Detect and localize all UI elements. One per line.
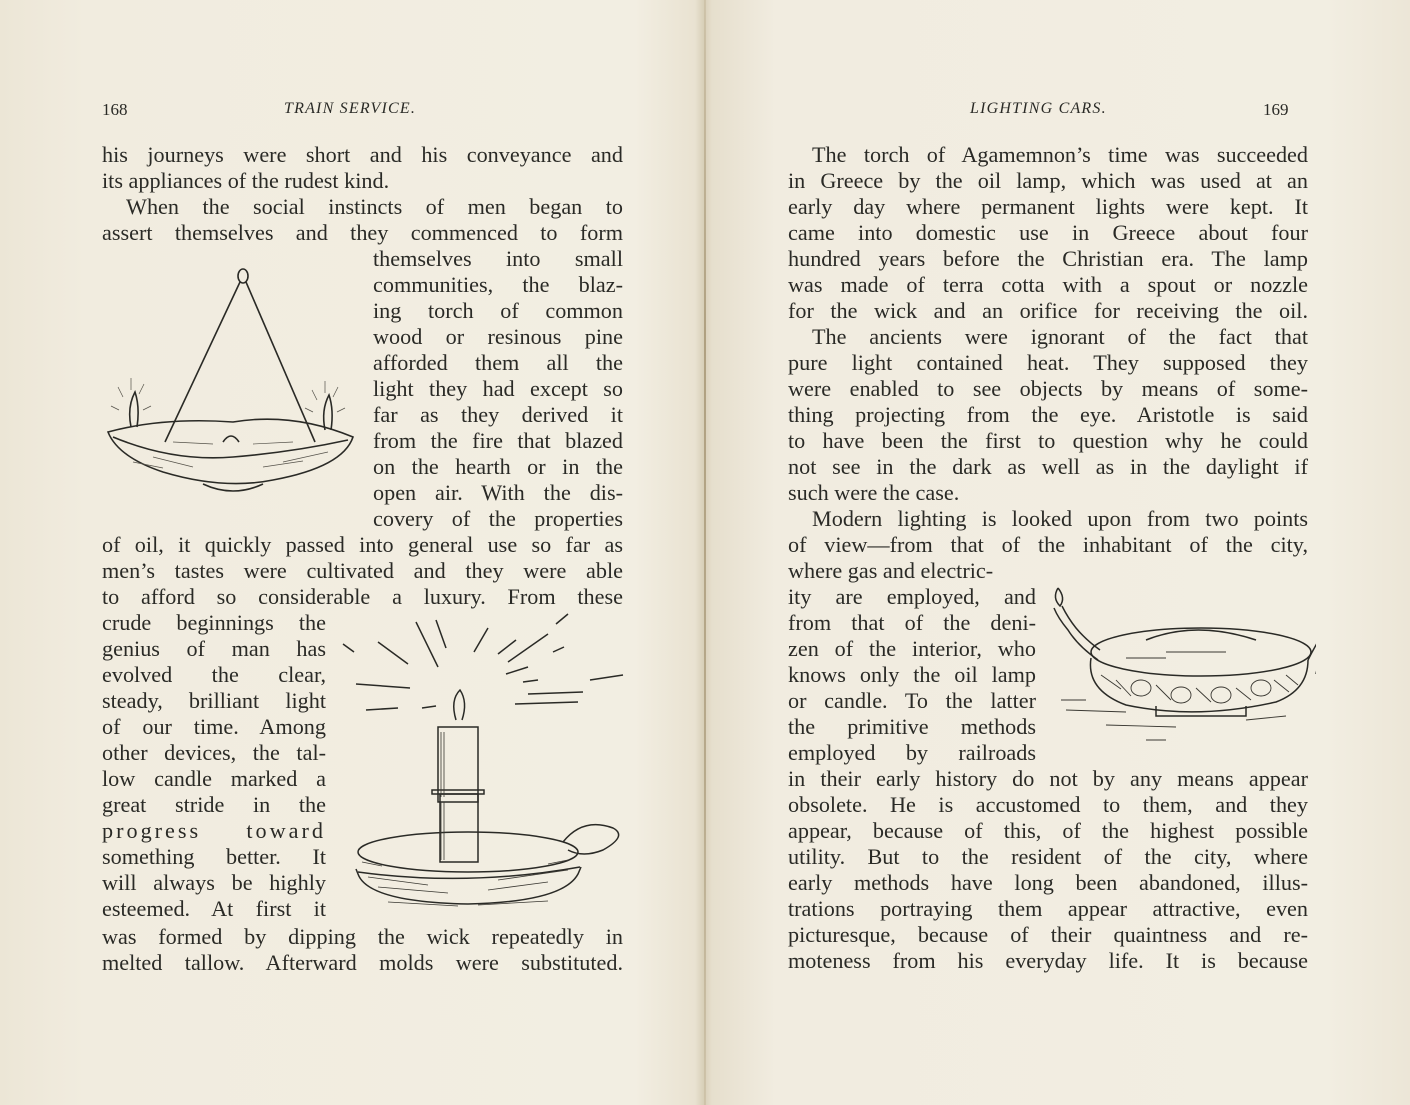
text-line: The ancients were ignorant of the fact that <box>812 324 1308 349</box>
text-line: wood or resinous pine <box>373 324 623 349</box>
paragraph-block <box>102 610 326 922</box>
text-line: obsolete. He is accustomed to them, and they <box>788 792 1308 817</box>
text-line: from the fire that blazed <box>373 428 623 453</box>
text-line: such were the case. <box>788 480 960 505</box>
text-line: knows only the oil lamp <box>788 662 1036 687</box>
text-line: not see in the dark as well as in the daylight if <box>788 454 1308 479</box>
paragraph-block <box>102 924 623 976</box>
text-line: genius of man has <box>102 636 326 661</box>
text-line: The torch of Agamemnon’s time was succeeded <box>812 142 1308 167</box>
page-number: 169 <box>1263 100 1289 119</box>
text-line: was formed by dipping the wick repeatedly in <box>102 924 623 949</box>
text-line: afforded them all the <box>373 350 623 375</box>
text-line: melted tallow. Afterward molds were substituted. <box>102 950 623 975</box>
text-line: picturesque, because of their quaintness and re- <box>788 922 1308 947</box>
text-line: appear, because of this, of the highest possible <box>788 818 1308 843</box>
text-line: from that of the deni- <box>788 610 1036 635</box>
running-head: LIGHTING CARS. <box>970 100 1107 117</box>
text-line: on the hearth or in the <box>373 454 623 479</box>
text-line: progress toward <box>102 818 326 843</box>
text-line: low candle marked a <box>102 766 326 791</box>
text-line: light they had except so <box>373 376 623 401</box>
text-line: ity are employed, and <box>788 584 1036 609</box>
text-line: came into domestic use in Greece about four <box>788 220 1308 245</box>
paragraph-block <box>788 766 1308 974</box>
text-line: where gas and electric- <box>788 558 994 583</box>
text-line: something better. It <box>102 844 326 869</box>
text-line: of oil, it quickly passed into general use so far as <box>102 532 623 557</box>
text-line: thing projecting from the eye. Aristotle is said <box>788 402 1308 427</box>
paragraph-block <box>788 142 1308 558</box>
terra-cotta-oil-lamp-illustration <box>1046 580 1316 745</box>
text-line: assert themselves and they commenced to form <box>102 220 623 245</box>
text-line: men’s tastes were cultivated and they were able <box>102 558 623 583</box>
text-line: zen of the interior, who <box>788 636 1036 661</box>
text-line: was made of terra cotta with a spout or nozzle <box>788 272 1308 297</box>
text-line: steady, brilliant light <box>102 688 326 713</box>
text-line: themselves into small <box>373 246 623 271</box>
right-page <box>706 0 1410 1105</box>
paragraph-block <box>788 558 1036 766</box>
text-line: will always be highly <box>102 870 326 895</box>
text-line: open air. With the dis- <box>373 480 623 505</box>
text-line: to afford so considerable a luxury. From these <box>102 584 623 609</box>
hanging-oil-lamp-illustration <box>103 262 358 507</box>
text-line: When the social instincts of men began to <box>126 194 623 219</box>
text-line: trations portraying them appear attractive, even <box>788 896 1308 921</box>
text-line: in Greece by the oil lamp, which was used at an <box>788 168 1308 193</box>
text-line: Modern lighting is looked upon from two points <box>812 506 1308 531</box>
text-line: ing torch of common <box>373 298 623 323</box>
text-line: of our time. Among <box>102 714 326 739</box>
text-line: far as they derived it <box>373 402 623 427</box>
text-line: early methods have long been abandoned, illus- <box>788 870 1308 895</box>
text-line: of view—from that of the inhabitant of the city, <box>788 532 1308 557</box>
text-line: other devices, the tal- <box>102 740 326 765</box>
running-head: TRAIN SERVICE. <box>284 100 417 117</box>
paragraph-block <box>373 246 623 532</box>
text-line: his journeys were short and his conveyance and <box>102 142 623 167</box>
text-line: pure light contained heat. They supposed they <box>788 350 1308 375</box>
text-line: were enabled to see objects by means of some- <box>788 376 1308 401</box>
text-line: evolved the clear, <box>102 662 326 687</box>
page-number: 168 <box>102 100 128 119</box>
paragraph-block <box>102 142 623 246</box>
text-line: hundred years before the Christian era. The lamp <box>788 246 1308 271</box>
text-line: employed by railroads <box>788 740 1036 765</box>
text-line: the primitive methods <box>788 714 1036 739</box>
text-line: in their early history do not by any means appear <box>788 766 1308 791</box>
text-line: esteemed. At first it <box>102 896 326 921</box>
text-line: great stride in the <box>102 792 326 817</box>
text-line: for the wick and an orifice for receiving the oil. <box>788 298 1308 323</box>
text-line: crude beginnings the <box>102 610 326 635</box>
left-page <box>0 0 704 1105</box>
text-line: or candle. To the latter <box>788 688 1036 713</box>
paragraph-block <box>102 532 623 610</box>
text-line: to have been the first to question why he could <box>788 428 1308 453</box>
text-line: covery of the properties <box>373 506 623 531</box>
text-line: utility. But to the resident of the city, where <box>788 844 1308 869</box>
text-line: early day where permanent lights were kept. It <box>788 194 1308 219</box>
text-line: moteness from his everyday life. It is because <box>788 948 1308 973</box>
text-line: its appliances of the rudest kind. <box>102 168 390 193</box>
text-line: communities, the blaz- <box>373 272 623 297</box>
candle-in-holder-illustration <box>338 612 628 917</box>
